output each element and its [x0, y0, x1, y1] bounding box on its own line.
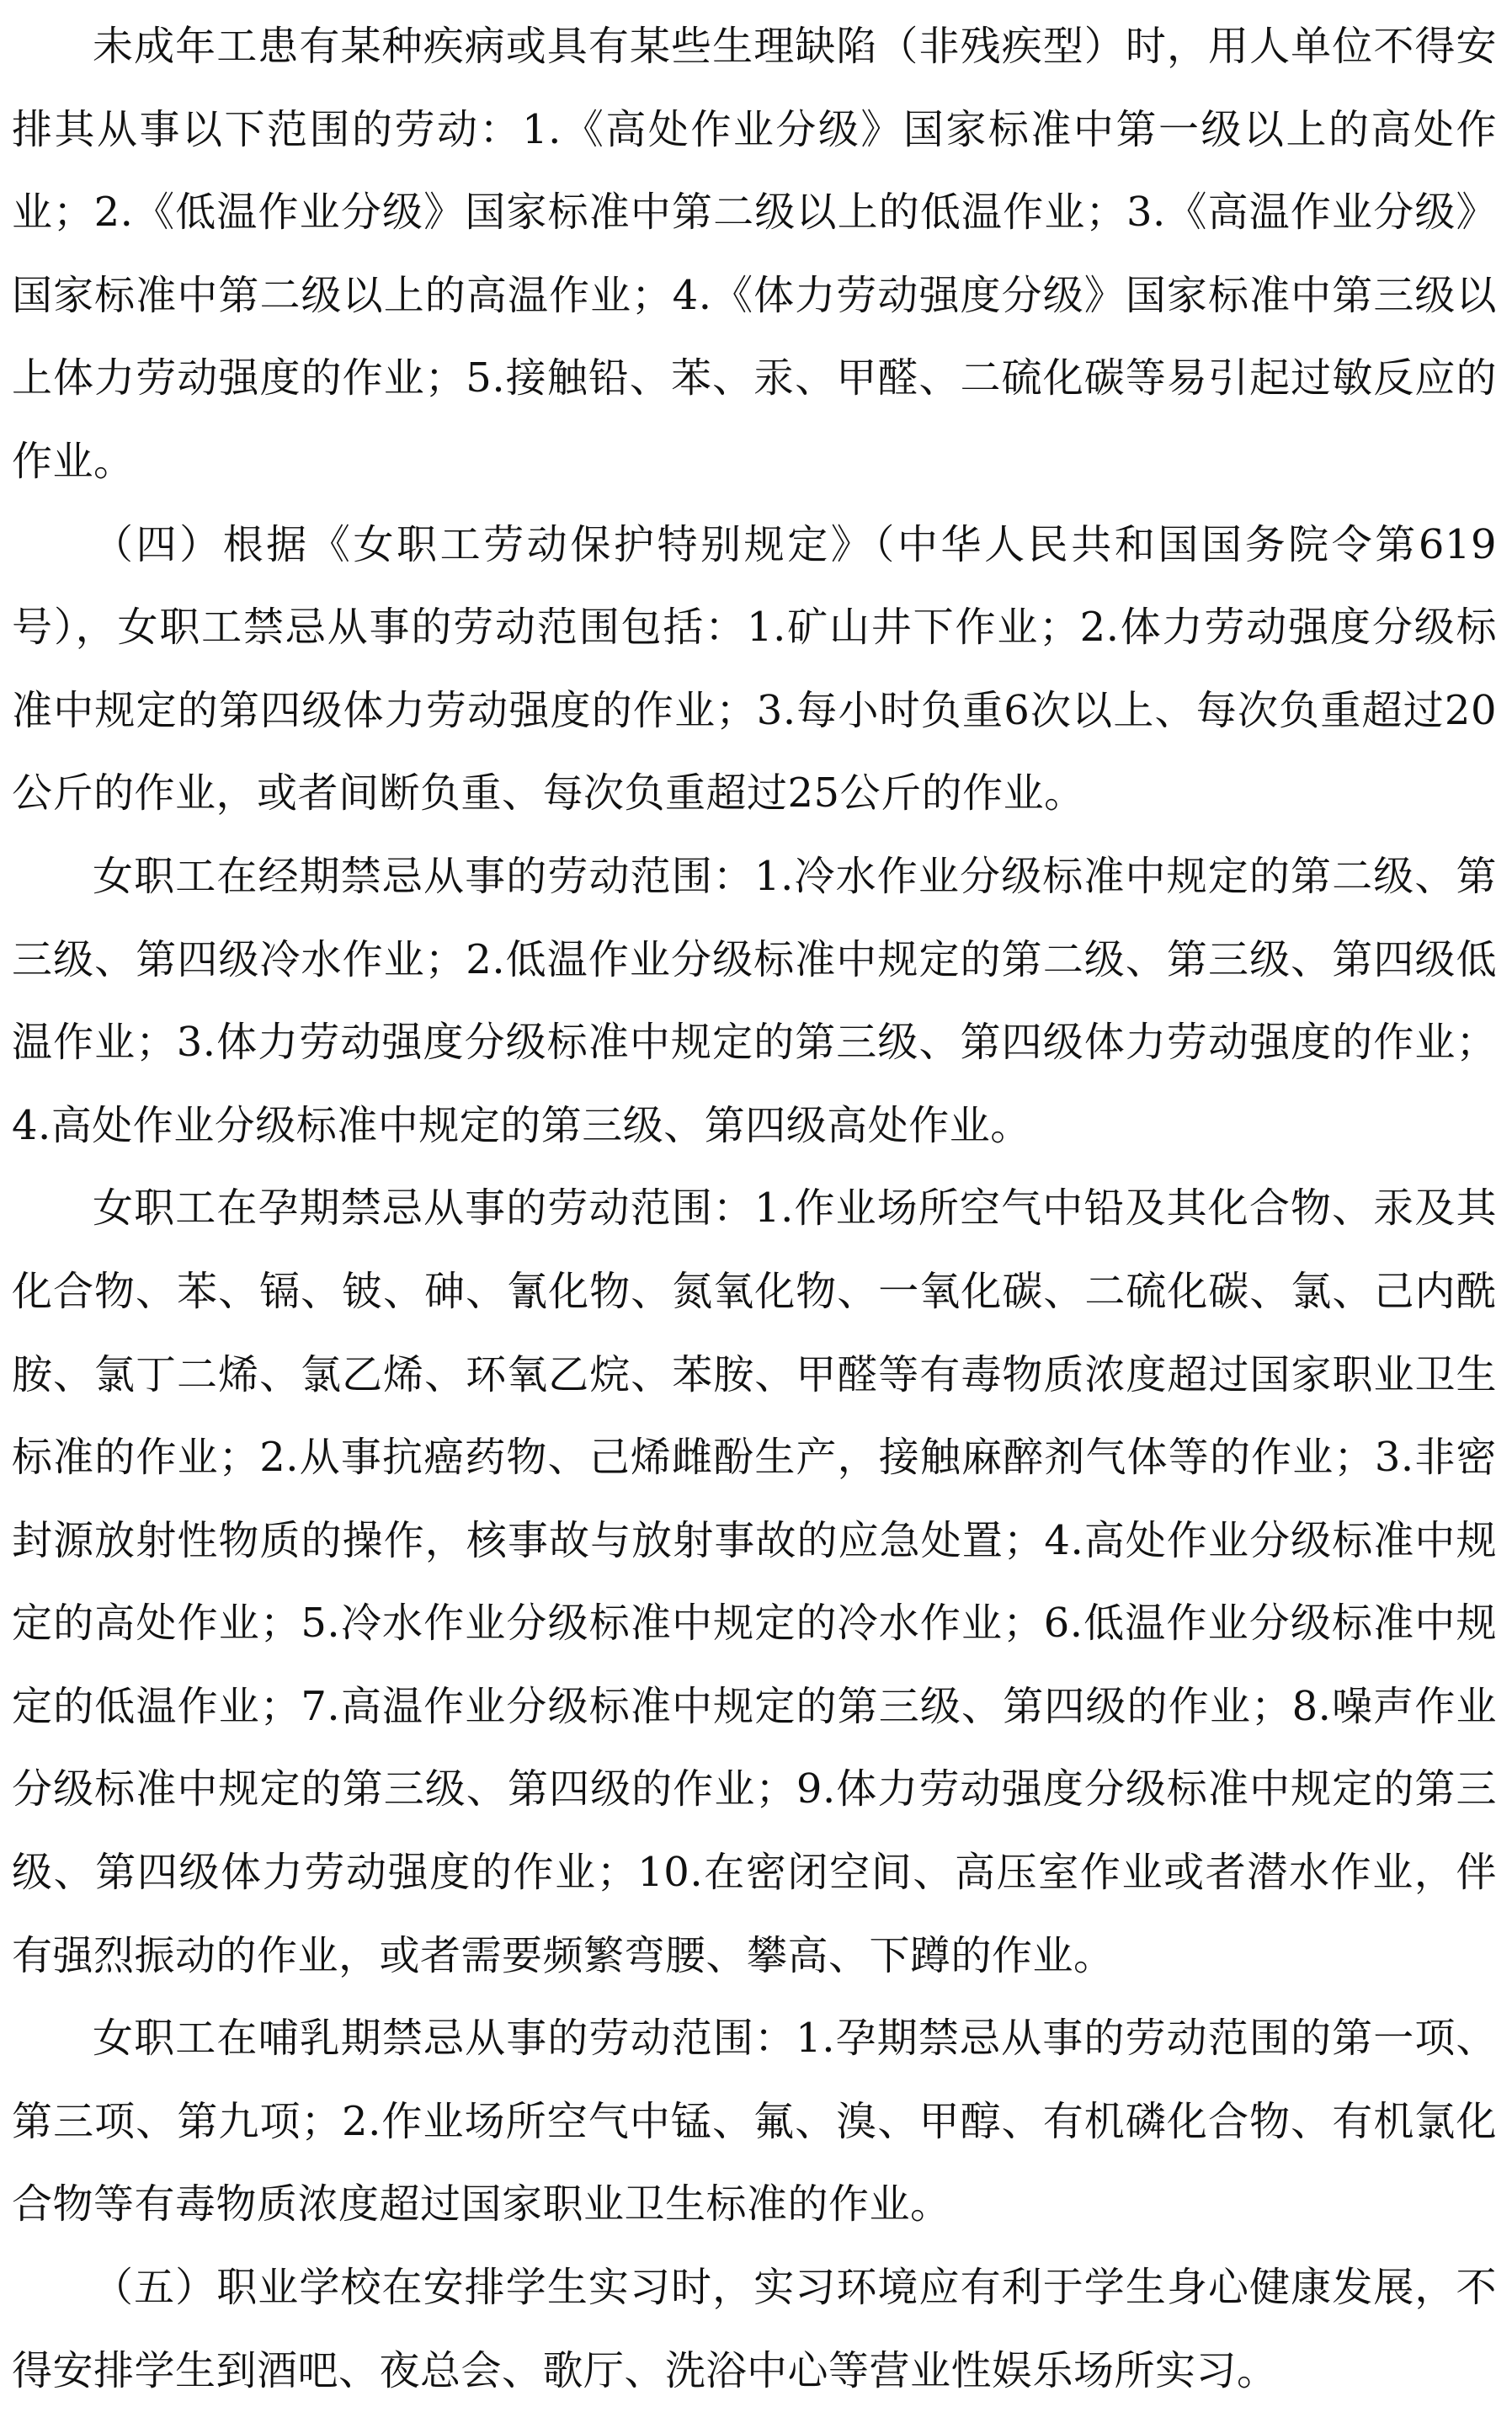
paragraph-section-four-female-workers: （四）根据《女职工劳动保护特别规定》（中华人民共和国国务院令第619号），女职工禁忌从事的劳动范围包括：1.矿山井下作业；2.体力劳动强度分级标准中规定的第四级体力劳动强度的作业；3.每小时负重6次以上、每次负重超过20公斤的作业，或者间断负重、每次负重超过25公斤的作业。 [12, 520, 1497, 817]
paragraph-menstrual-period: 女职工在经期禁忌从事的劳动范围：1.冷水作业分级标准中规定的第二级、第三级、第四级冷水作业；2.低温作业分级标准中规定的第二级、第三级、第四级低温作业；3.体力劳动强度分级标准中规定的第三级、第四级体力劳动强度的作业；4.高处作业分级标准中规定的第三级、第四级高处作业。 [12, 852, 1497, 1149]
document-body [12, 5, 1497, 2412]
paragraph-section-five-internship: （五）职业学校在安排学生实习时，实习环境应有利于学生身心健康发展，不得安排学生到酒吧、夜总会、歌厅、洗浴中心等营业性娱乐场所实习。 [12, 2264, 1497, 2394]
paragraph-lactation-period: 女职工在哺乳期禁忌从事的劳动范围：1.孕期禁忌从事的劳动范围的第一项、第三项、第九项；2.作业场所空气中锰、氟、溴、甲醇、有机磷化合物、有机氯化合物等有毒物质浓度超过国家职业卫生标准的作业。 [12, 2015, 1497, 2228]
paragraph-minor-workers-restrictions: 未成年工患有某种疾病或具有某些生理缺陷（非残疾型）时，用人单位不得安排其从事以下范围的劳动：1.《高处作业分级》国家标准中第一级以上的高处作业；2.《低温作业分级》国家标准中第二级以上的低温作业；3.《高温作业分级》国家标准中第二级以上的高温作业；4.《体力劳动强度分级》国家标准中第三级以上体力劳动强度的作业；5.接触铅、苯、汞、甲醛、二硫化碳等易引起过敏反应的作业。 [12, 23, 1497, 485]
paragraph-pregnancy-period: 女职工在孕期禁忌从事的劳动范围：1.作业场所空气中铅及其化合物、汞及其化合物、苯、镉、铍、砷、氰化物、氮氧化物、一氧化碳、二硫化碳、氯、己内酰胺、氯丁二烯、氯乙烯、环氧乙烷、苯胺、甲醛等有毒物质浓度超过国家职业卫生标准的作业；2.从事抗癌药物、己烯雌酚生产，接触麻醉剂气体等的作业；3.非密封源放射性物质的操作，核事故与放射事故的应急处置；4.高处作业分级标准中规定的高处作业；5.冷水作业分级标准中规定的冷水作业；6.低温作业分级标准中规定的低温作业；7.高温作业分级标准中规定的第三级、第四级的作业；8.噪声作业分级标准中规定的第三级、第四级的作业；9.体力劳动强度分级标准中规定的第三级、第四级体力劳动强度的作业；10.在密闭空间、高压室作业或者潜水作业，伴有强烈振动的作业，或者需要频繁弯腰、攀高、下蹲的作业。 [12, 1185, 1497, 1979]
